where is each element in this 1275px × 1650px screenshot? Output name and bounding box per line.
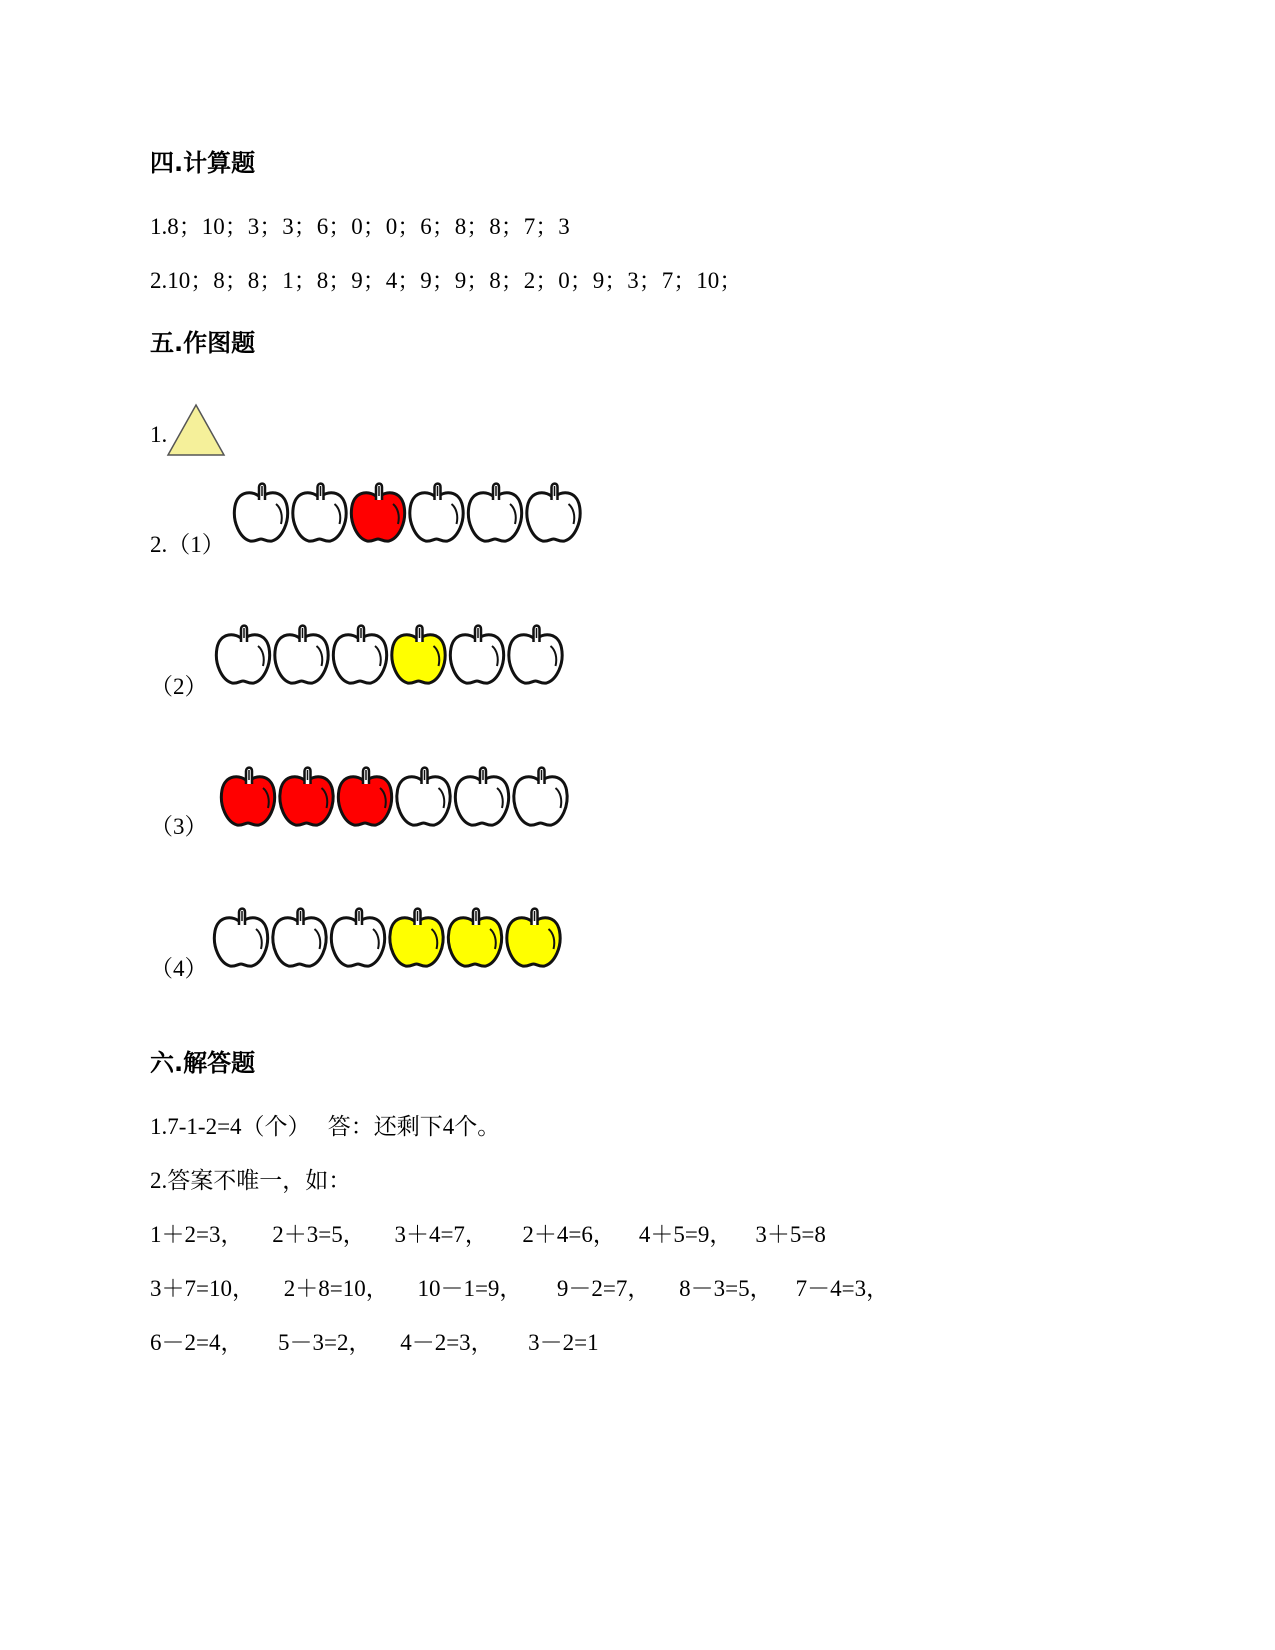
- apple-icon: [273, 909, 326, 967]
- section-heading-calc: 四.计算题: [150, 149, 256, 177]
- calc-answer-1: 1.8；10；3；3；6；0；0；6；8；8；7；3: [150, 214, 570, 239]
- apple-icon: [216, 626, 269, 684]
- calc-answer-2: 2.10；8；8；1；8；9；4；9；9；8；2；0；9；3；7；10；: [150, 268, 743, 293]
- apple-icon: [351, 484, 404, 542]
- apple-icon: [448, 909, 501, 967]
- apple-icon: [331, 909, 384, 967]
- draw-answer-1-label: 1.: [150, 422, 168, 447]
- apple-row-3: [219, 762, 572, 842]
- apple-icon: [275, 626, 328, 684]
- triangle-shape: [165, 402, 227, 458]
- apple-icon: [514, 768, 567, 826]
- apple-row-4: [212, 903, 565, 983]
- draw-answer-2-label-3: （3）: [150, 814, 208, 839]
- solve-equations-line-1: 1＋2=3， 2＋3=5， 3＋4=7， 2＋4=6， 4＋5=9， 3＋5=8: [150, 1222, 826, 1247]
- draw-answer-2-label-1: 2.（1）: [150, 532, 225, 557]
- apple-icon: [397, 768, 450, 826]
- apple-icon: [455, 768, 508, 826]
- solve-equations-line-2: 3＋7=10， 2＋8=10， 10－1=9， 9－2=7， 8－3=5， 7－4=3，: [150, 1276, 890, 1301]
- apple-icon: [234, 484, 287, 542]
- apple-icon: [390, 909, 443, 967]
- apple-icon: [507, 909, 560, 967]
- apple-icon: [293, 484, 346, 542]
- apple-icon: [280, 768, 333, 826]
- section-heading-draw: 五.作图题: [150, 329, 256, 357]
- apple-icon: [527, 484, 580, 542]
- apple-icon: [214, 909, 267, 967]
- apple-row-svg: [212, 903, 565, 971]
- solve-answer-2: 2.答案不唯一，如：: [150, 1168, 352, 1193]
- solve-equations-line-3: 6－2=4， 5－3=2， 4－2=3， 3－2=1: [150, 1330, 599, 1355]
- apple-icon: [410, 484, 463, 542]
- apple-row-2: [214, 620, 567, 700]
- apple-icon: [450, 626, 503, 684]
- apple-row-svg: [214, 620, 567, 688]
- section-heading-solve: 六.解答题: [150, 1049, 256, 1077]
- apple-icon: [468, 484, 521, 542]
- draw-answer-2-label-4: （4）: [150, 956, 208, 981]
- apple-icon: [338, 768, 391, 826]
- apple-row-svg: [219, 762, 572, 830]
- apple-icon: [333, 626, 386, 684]
- draw-answer-2-label-2: （2）: [150, 674, 208, 699]
- apple-row-1: [232, 478, 585, 558]
- apple-icon: [509, 626, 562, 684]
- apple-row-svg: [232, 478, 585, 546]
- solve-answer-1: 1.7-1-2=4（个） 答：还剩下4个。: [150, 1114, 501, 1139]
- apple-icon: [221, 768, 274, 826]
- apple-icon: [392, 626, 445, 684]
